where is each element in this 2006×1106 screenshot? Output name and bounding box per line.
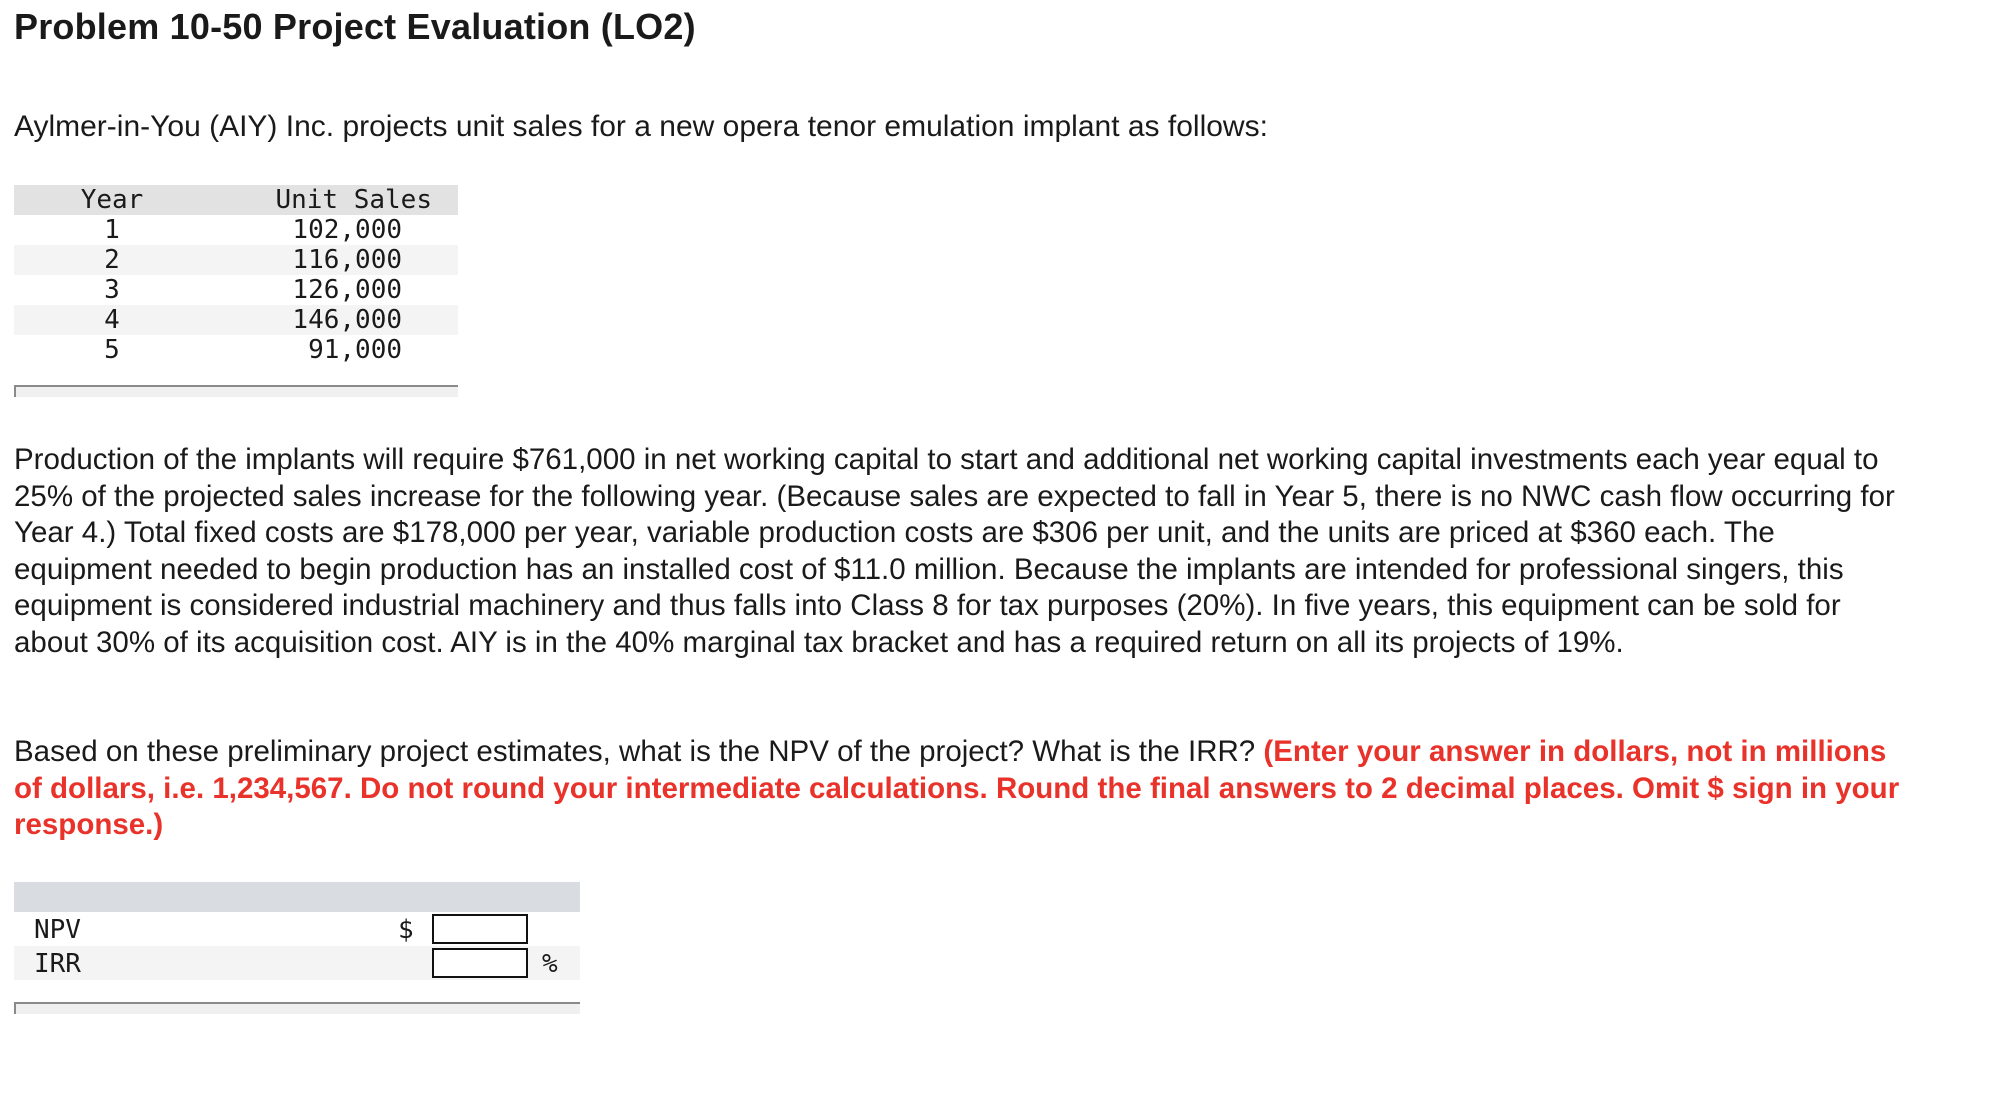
table-footer-rule [14, 385, 458, 397]
table-row [14, 335, 458, 365]
intro-text: Aylmer-in-You (AIY) Inc. projects unit sales for a new opera tenor emulation implant as follows: [14, 110, 1268, 143]
answer-table-spacer [14, 980, 580, 1002]
table-spacer [14, 365, 458, 385]
year-cell: 2 [104, 245, 120, 275]
year-header: Year [80, 185, 144, 215]
unit-sales-header: Unit Sales [275, 185, 432, 215]
unit-sales-cell: 126,000 [292, 275, 402, 305]
npv-row [14, 912, 580, 946]
npv-label: NPV [34, 915, 81, 945]
year-cell: 4 [104, 305, 120, 335]
year-cell: 1 [104, 215, 120, 245]
unit-sales-cell: 116,000 [292, 245, 402, 275]
table-row [14, 275, 458, 305]
unit-sales-cell: 91,000 [308, 335, 402, 365]
irr-input[interactable] [432, 948, 528, 978]
question-text [14, 734, 1914, 844]
year-cell: 5 [104, 335, 120, 365]
question-prompt: Based on these preliminary project estimates, what is the NPV of the project? What is the IRR? [14, 735, 1264, 768]
year-cell: 3 [104, 275, 120, 305]
irr-label: IRR [34, 949, 81, 979]
answer-instructions: (Enter your answer in dollars, not in millions of dollars, i.e. 1,234,567. Do not round your intermediate calculations. Round the final answers to 2 decimal places. Omit $ sign in your response.) [14, 735, 1900, 841]
table-row [14, 245, 458, 275]
table-row [14, 215, 458, 245]
unit-sales-table [14, 185, 458, 397]
npv-input[interactable] [432, 914, 528, 944]
answer-table-header-band [14, 882, 580, 912]
answer-table-footer-rule [14, 1002, 580, 1014]
problem-description: Production of the implants will require $761,000 in net working capital to start and additional net working capital investments each year equal to 25% of the projected sales increase for the following year. (Because sales are expected to fall in Year 5, there is no NWC cash flow occurring for Year 4.) Total fixed costs are $178,000 per year, variable production costs are $306 per unit, and the units are priced at $360 each. The equipment needed to begin production has an installed cost of $11.0 million. Because the implants are intended for professional singers, this equipment is considered industrial machinery and thus falls into Class 8 for tax purposes (20%). In five years, this equipment can be sold for about 30% of its acquisition cost. AIY is in the 40% marginal tax bracket and has a required return on all its projects of 19%. [14, 443, 1895, 659]
irr-row [14, 946, 580, 980]
unit-sales-cell: 146,000 [292, 305, 402, 335]
problem-title: Problem 10-50 Project Evaluation (LO2) [14, 6, 696, 47]
table-row [14, 305, 458, 335]
percent-sign: % [542, 949, 558, 979]
dollar-sign: $ [398, 915, 414, 945]
answer-table [14, 882, 580, 1014]
table-header [14, 185, 458, 215]
unit-sales-cell: 102,000 [292, 215, 402, 245]
